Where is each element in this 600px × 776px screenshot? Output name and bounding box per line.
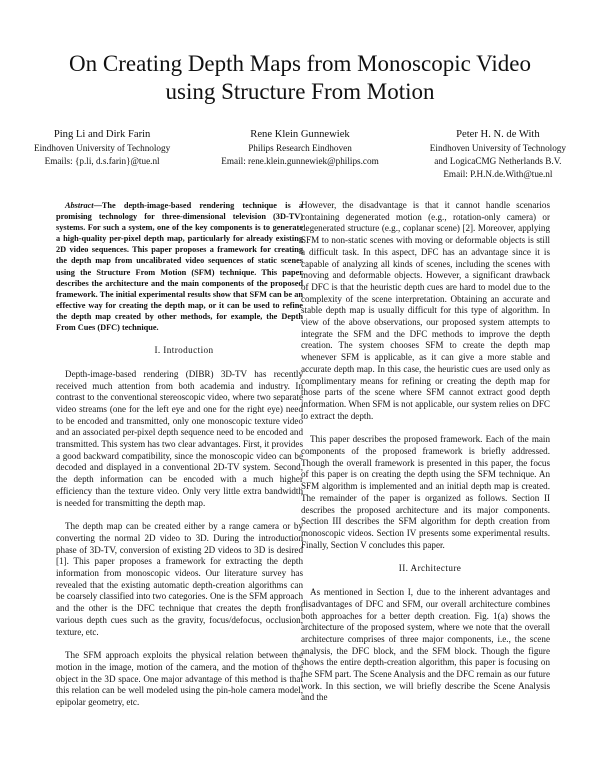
body-paragraph: As mentioned in Section I, due to the inherent advantages and disadvantages of DFC and SFM, our overall architecture combines both approaches for a better depth creation. Fig. 1(a) shows the architecture of the proposed system, where we note that the overall architecture comprises of three major components, i.e., the scene analysis, the DFC block, and the SFM block. Though the figure shows the entire depth-creation algorithm, this paper is focusing on the SFM part. The Scene Analysis and the DFC remain as our future work. In this section, we will briefly describe the Scene Analysis and the <box>301 587 550 703</box>
author-email: Emails: {p.li, d.s.farin}@tue.nl <box>44 156 160 166</box>
author-name: Peter H. N. de With <box>456 129 540 140</box>
author-affiliation: Eindhoven University of Technology <box>429 143 566 153</box>
author-1 <box>34 128 170 181</box>
left-column <box>56 200 303 721</box>
abstract-lead: Abstract <box>65 201 94 210</box>
author-affiliation: Eindhoven University of Technology <box>34 143 171 153</box>
section-heading-introduction: I. Introduction <box>154 345 214 356</box>
author-email: Email: P.H.N.de.With@tue.nl <box>443 169 553 179</box>
author-2 <box>221 128 378 181</box>
author-email: Email: rene.klein.gunnewiek@philips.com <box>221 156 379 166</box>
body-paragraph: The SFM approach exploits the physical relation between the motion in the image, motion of the camera, and the motion of the object in the 3D space. One major advantage of this method is that this relation can be well modeled using the pin-hole camera model, epipolar geometry, etc. <box>56 650 303 708</box>
title-line-1: On Creating Depth Maps from Monoscopic Video <box>69 51 531 76</box>
abstract <box>56 200 303 333</box>
section-heading-architecture: II. Architecture <box>398 563 462 574</box>
author-name: Ping Li and Dirk Farin <box>53 129 151 140</box>
right-column <box>301 200 550 716</box>
author-name: Rene Klein Gunnewiek <box>250 129 350 140</box>
body-paragraph: The depth map can be created either by a range camera or by converting the normal 2D video to 3D. During the introduction phase of 3D-TV, conversion of existing 2D videos to 3D is desired [1]. This paper proposes a framework for extracting the depth information from monoscopic videos. Our literature survey has revealed that the existing automatic depth-creation algorithms can be coarsely classified into two categories. One is the SFM approach and the other is the DFC technique that creates the depth from various depth cues such as the gravity, focus/defocus, occlusion, texture, etc. <box>56 521 303 637</box>
paper-title <box>0 50 600 106</box>
body-paragraph: Depth-image-based rendering (DIBR) 3D-TV has recently received much attention from both academia and industry. In contrast to the conventional stereoscopic video, where two separate video streams (one for the left eye and one for the right eye) need to be encoded and transmitted, only one monoscopic texture video and an associated per-pixel depth sequence need to be encoded and transmitted. This system has two clear advantages. First, it provides a good backward compatibility, since the monoscopic video can be decoded and displayed in a conventional 2D-TV system. Second, the depth information can be encoded with a much higher efficiency than the texture video. Only very little extra bandwidth is needed for transmitting the depth map. <box>56 368 303 508</box>
body-paragraph: However, the disadvantage is that it cannot handle scenarios containing degenerated motion (e.g., rotation-only camera) or degenerated structure (e.g., coplanar scene) [2]. Moreover, applying SFM to non-static scenes with moving or deformable objects is still a difficult task. In this aspect, DFC has an advantage since it is capable of analyzing all kinds of scenes, including the scenes with moving and deformable objects. However, a significant drawback of DFC is that the heuristic depth cues are hard to model due to the complexity of the scene interpretation. Obtaining an accurate and stable depth map is usually difficult for this type of algorithm. In view of the above observations, our proposed system attempts to integrate the SFM and the DFC methods to improve the depth creation. The system chooses SFM to create the depth map whenever SFM is applicable, as it can give a more stable and accurate depth map. In this case, the heuristic cues are used only as complimentary means for refining or creating the depth map for those parts of the scene where SFM cannot extract good depth information. When SFM is not applicable, our system relies on DFC to extract the depth. <box>301 200 550 421</box>
author-block <box>34 128 566 181</box>
author-affiliation-2: and LogicaCMG Netherlands B.V. <box>434 156 562 166</box>
body-paragraph: This paper describes the proposed framework. Each of the main components of the proposed framework is briefly addressed. Though the overall framework is presented in this paper, the focus of this paper is on creating the depth using the SFM technique. An SFM algorithm is implemented and an initial depth map is created. The remainder of the paper is organized as follows. Section II describes the proposed architecture and its major components. Section III describes the SFM algorithm for depth creation from monoscopic videos. Section IV presents some experimental results. Finally, Section V concludes this paper. <box>301 434 550 550</box>
title-line-2: using Structure From Motion <box>165 79 435 104</box>
abstract-body: —The depth-image-based rendering technique is a promising technology for three-dimensional television (3D-TV) systems. For such a system, one of the key components is to generate a high-quality per-pixel depth map, particularly for already existing 2D video sequences. This paper proposes a framework for creating the depth map from uncalibrated video sequences of static scenes using the Structure From Motion (SFM) technique. This paper describes the architecture and the main components of the proposed framework. The initial experimental results show that SFM can be an effective way for creating the depth map, or it can be used to refine the depth map created by other methods, for example, the Depth From Cues (DFC) technique. <box>56 201 303 333</box>
author-3 <box>430 128 566 181</box>
author-affiliation: Philips Research Eindhoven <box>248 143 352 153</box>
